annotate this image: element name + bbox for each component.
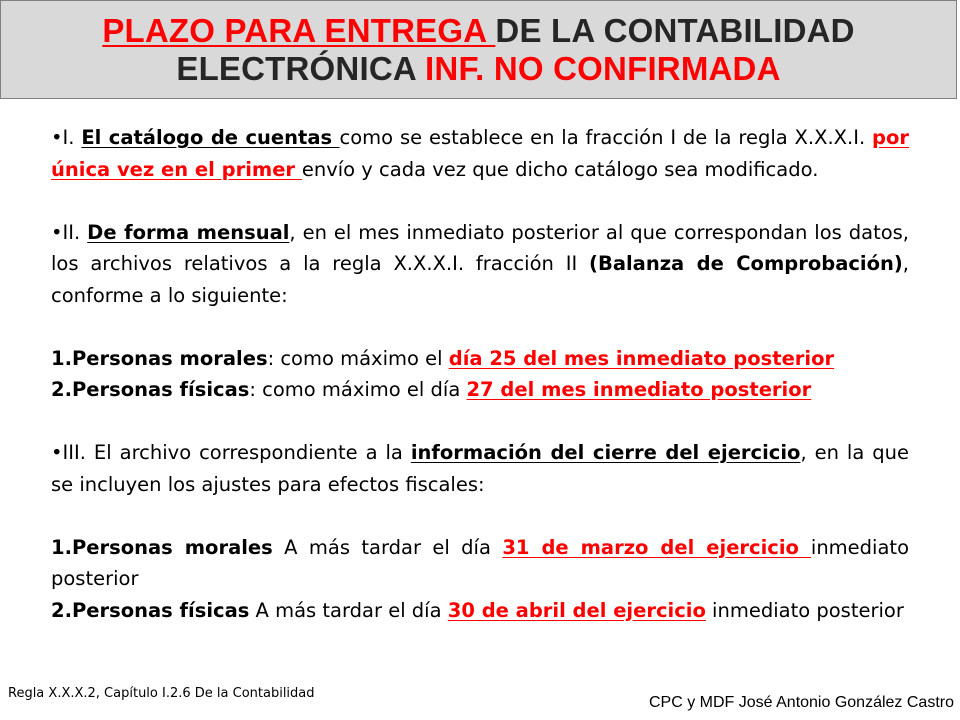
slide-body xyxy=(51,122,909,626)
item-i-text2: envío y cada vez que dicho catálogo sea modificado. xyxy=(301,157,819,181)
item-iii-sub1-label: 1.Personas morales xyxy=(51,535,273,559)
title-banner xyxy=(0,0,957,99)
item-ii-text2: , conforme a lo siguiente: xyxy=(51,252,909,307)
item-iii-sub2-label: 2.Personas físicas xyxy=(51,598,250,622)
item-ii-sub2-text: : como máximo el día xyxy=(249,378,467,401)
spacer xyxy=(51,500,909,532)
title-line-1 xyxy=(102,12,854,50)
item-ii-sub2 xyxy=(51,374,909,406)
item-iii-closing: información del cierre del ejercicio xyxy=(410,441,801,464)
item-i-prefix: •I. xyxy=(51,126,82,149)
item-i-red: por única vez en el primer xyxy=(51,126,909,181)
item-iii-sub2-tail: inmediato posterior xyxy=(705,598,904,622)
item-iii-sub1-tail: inmediato posterior xyxy=(51,535,909,590)
item-i xyxy=(51,122,909,185)
item-i-catalog: El catálogo de cuentas xyxy=(81,126,340,149)
item-ii-monthly: De forma mensual xyxy=(87,220,290,244)
item-iii-sub2-red: 30 de abril del ejercicio xyxy=(447,598,706,622)
item-ii-sub1-label: 1.Personas morales xyxy=(51,346,268,370)
item-iii-sub1-text: A más tardar el día xyxy=(272,535,503,559)
item-iii-sub2-text: A más tardar el día xyxy=(249,598,448,622)
spacer xyxy=(51,185,909,217)
footer-author: CPC y MDF José Antonio González Castro xyxy=(648,694,954,711)
item-iii-sub1-red: 31 de marzo del ejercicio xyxy=(502,535,811,559)
item-ii-sub2-label: 2.Personas físicas xyxy=(51,378,250,401)
footer-reference: Regla X.X.X.2, Capítulo I.2.6 De la Contabilidad xyxy=(8,686,315,701)
item-iii xyxy=(51,437,909,500)
item-ii-sub1 xyxy=(51,343,909,375)
item-ii-sub2-red: 27 del mes inmediato posterior xyxy=(466,378,812,401)
item-ii-sub1-red: día 25 del mes inmediato posterior xyxy=(448,346,835,370)
item-iii-text: , en la que se incluyen los ajustes para efectos fiscales: xyxy=(51,441,909,496)
item-ii-text1: , en el mes inmediato posterior al que correspondan los datos, los archivos relativos a la regla X.X.X.I. fracción II xyxy=(51,220,910,275)
item-ii-sub1-text: : como máximo el xyxy=(267,346,449,370)
item-ii xyxy=(51,217,909,312)
title-black-part-2: ELECTRÓNICA xyxy=(176,49,426,87)
item-iii-sub1 xyxy=(51,532,909,595)
title-line-2 xyxy=(176,50,780,88)
spacer xyxy=(51,311,909,343)
title-red-part: PLAZO PARA ENTREGA xyxy=(102,11,496,49)
spacer xyxy=(51,406,909,438)
item-iii-prefix: •III. El archivo correspondiente a la xyxy=(51,441,411,464)
item-ii-balance: (Balanza de Comprobación) xyxy=(589,252,903,275)
title-red-part-2: INF. NO CONFIRMADA xyxy=(425,49,781,87)
title-black-part: DE LA CONTABILIDAD xyxy=(495,11,855,49)
item-i-text1: como se establece en la fracción I de la regla X.X.X.I. xyxy=(339,126,873,149)
item-ii-prefix: •II. xyxy=(51,220,88,244)
item-iii-sub2 xyxy=(51,595,909,627)
